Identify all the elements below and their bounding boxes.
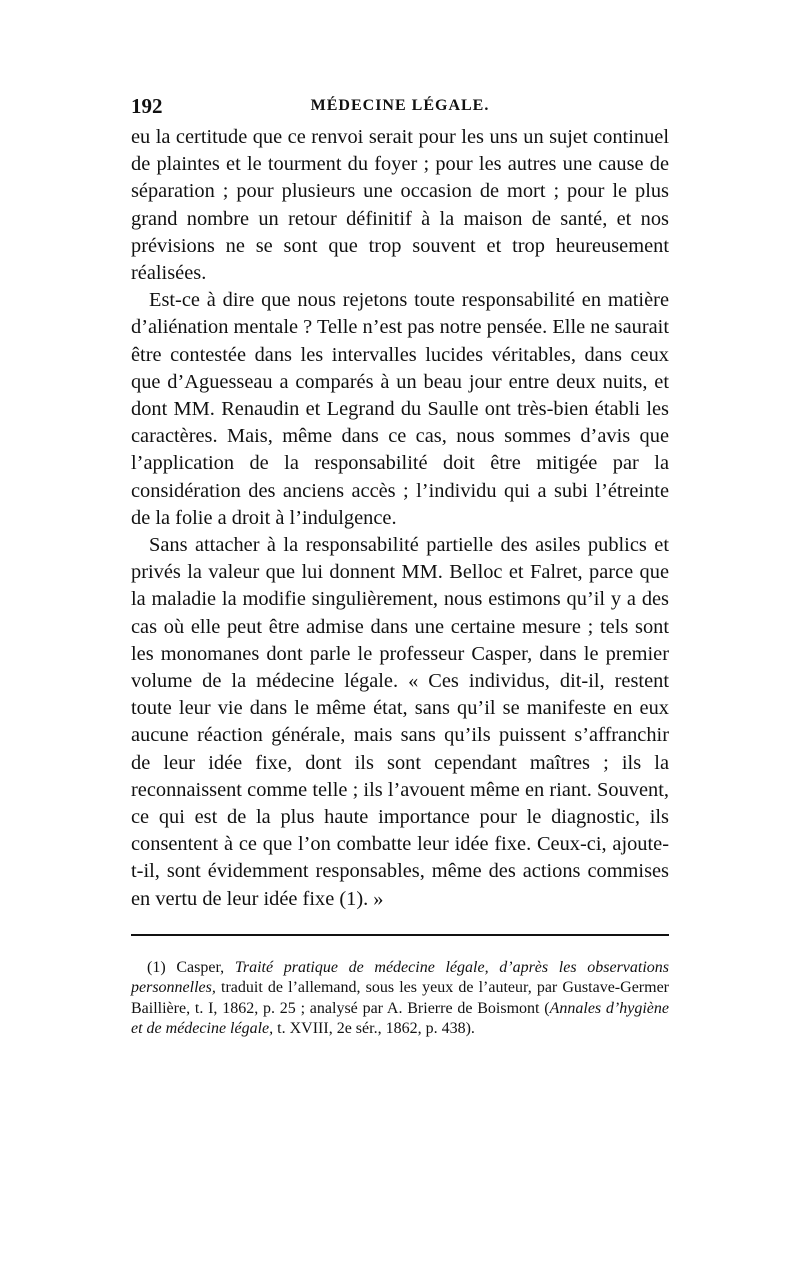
body-text	[131, 124, 669, 913]
footnote-journal-title: Annales d’hygiène et de médecine légale,	[131, 999, 670, 1038]
paragraph: Sans attacher à la responsabilité partielle des asiles publics et privés la valeur que lui donnent MM. Belloc et Falret, parce que la maladie la modifie singulièrement, nous estimons qu’il y a des cas où elle peut être admise dans une certaine mesure ; tels sont les monomanes dont parle le professeur Casper, dans le premier volume de la médecine légale. « Ces individus, dit-il, restent toute leur vie dans le même état, sans qu’il se manifeste en eux aucune réaction générale, mais sans qu’ils puissent s’affranchir de leur idée fixe, dont ils sont cependant maîtres ; ils la reconnaissent comme telle ; ils l’avouent même en riant. Souvent, ce qui est de la plus haute importance pour le diagnostic, ils consentent à ce que l’on combatte leur idée fixe. Ceux-ci, ajoute-t-il, sont évidemment responsables, même des actions commises en vertu de leur idée fixe (1). »	[131, 534, 669, 910]
page-number: 192	[131, 94, 163, 118]
book-page	[131, 92, 669, 1040]
footnote-marker: (1)	[147, 958, 166, 976]
footnote-citation: traduit de l’allemand, sous les yeux de l’auteur, par Gustave-Germer Baillière, t. I, 1862, p. 25 ; analysé par A. Brierre de Boismont (	[131, 979, 669, 1017]
running-title: MÉDECINE LÉGALE.	[310, 97, 490, 114]
footnote-divider	[131, 934, 669, 936]
footnote	[131, 958, 669, 1040]
footnote-author: Casper,	[176, 958, 225, 976]
running-head	[131, 92, 669, 120]
footnote-citation-end: t. XVIII, 2e sér., 1862, p. 438).	[277, 1020, 475, 1038]
paragraph-continued: eu la certitude que ce renvoi serait pour les uns un sujet continuel de plaintes et le tourment du foyer ; pour les autres une cause de séparation ; pour plusieurs une occasion de mort ; pour le plus grand nombre un retour définitif à la maison de santé, et nos prévisions ne se sont que trop souvent et trop heureusement réalisées.	[131, 126, 669, 285]
paragraph: Est-ce à dire que nous rejetons toute responsabilité en matière d’aliénation mentale ? Telle n’est pas notre pensée. Elle ne saurait être contestée dans les intervalles lucides véritables, dans ceux que d’Aguesseau a comparés à un beau jour entre deux nuits, et dont MM. Renaudin et Legrand du Saulle ont très-bien établi les caractères. Mais, même dans ce cas, nous sommes d’avis que l’application de la responsabilité doit être mitigée par la considération des anciens accès ; l’individu qui a subi l’étreinte de la folie a droit à l’indulgence.	[131, 289, 669, 529]
footnote-book-title: Traité pratique de médecine légale, d’après les observations personnelles,	[131, 958, 670, 997]
